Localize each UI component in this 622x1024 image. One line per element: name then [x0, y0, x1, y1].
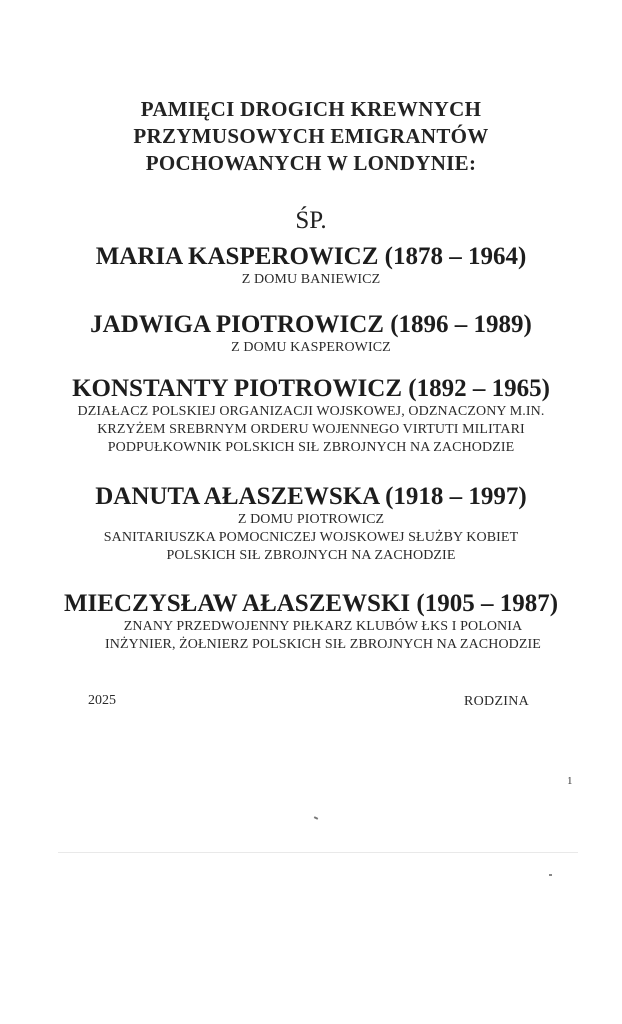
person-entry-jadwiga [0, 311, 622, 357]
person-name: MIECZYSŁAW AŁASZEWSKI (1905 – 1987) [63, 590, 559, 617]
scan-divider [58, 852, 578, 853]
person-detail: PODPUŁKOWNIK POLSKICH SIŁ ZBROJNYCH NA ZACHODZIE [107, 440, 515, 455]
footer-family: RODZINA [464, 694, 530, 709]
person-name: MARIA KASPEROWICZ (1878 – 1964) [95, 243, 527, 270]
person-detail: ZNANY PRZEDWOJENNY PIŁKARZ KLUBÓW ŁKS I POLONIA [123, 619, 523, 634]
scan-speck [549, 874, 552, 876]
header-line-3: POCHOWANYCH W LONDYNIE: [145, 151, 477, 175]
person-detail: Z DOMU BANIEWICZ [241, 272, 381, 287]
person-entry-konstanty [0, 375, 622, 457]
person-entry-danuta [0, 483, 622, 565]
person-detail: KRZYŻEM SREBRNYM ORDERU WOJENNEGO VIRTUTI MILITARI [97, 422, 525, 437]
person-detail: POLSKICH SIŁ ZBROJNYCH NA ZACHODZIE [166, 548, 456, 563]
header-line-1: PAMIĘCI DROGICH KREWNYCH [140, 97, 482, 121]
person-detail: INŻYNIER, ŻOŁNIERZ POLSKICH SIŁ ZBROJNYCH NA ZACHODZIE [105, 637, 541, 652]
scan-speck [314, 816, 318, 820]
person-detail: Z DOMU PIOTROWICZ [237, 512, 385, 527]
person-detail: DZIAŁACZ POLSKIEJ ORGANIZACJI WOJSKOWEJ, ODZNACZONY M.IN. [77, 404, 545, 419]
person-name: DANUTA AŁASZEWSKA (1918 – 1997) [95, 483, 527, 510]
person-name: KONSTANTY PIOTROWICZ (1892 – 1965) [72, 375, 550, 402]
sp-abbreviation: ŚP. [295, 207, 327, 234]
person-detail: SANITARIUSZKA POMOCNICZEJ WOJSKOWEJ SŁUŻBY KOBIET [103, 530, 519, 545]
header-line-2: PRZYMUSOWYCH EMIGRANTÓW [133, 124, 489, 148]
person-detail: Z DOMU KASPEROWICZ [231, 340, 391, 355]
person-entry-maria [0, 243, 622, 289]
person-entry-mieczyslaw [0, 590, 622, 654]
footer-year: 2025 [88, 693, 116, 708]
page-number: 1 [567, 775, 573, 787]
dedication-header [0, 96, 622, 177]
person-name: JADWIGA PIOTROWICZ (1896 – 1989) [90, 311, 532, 338]
